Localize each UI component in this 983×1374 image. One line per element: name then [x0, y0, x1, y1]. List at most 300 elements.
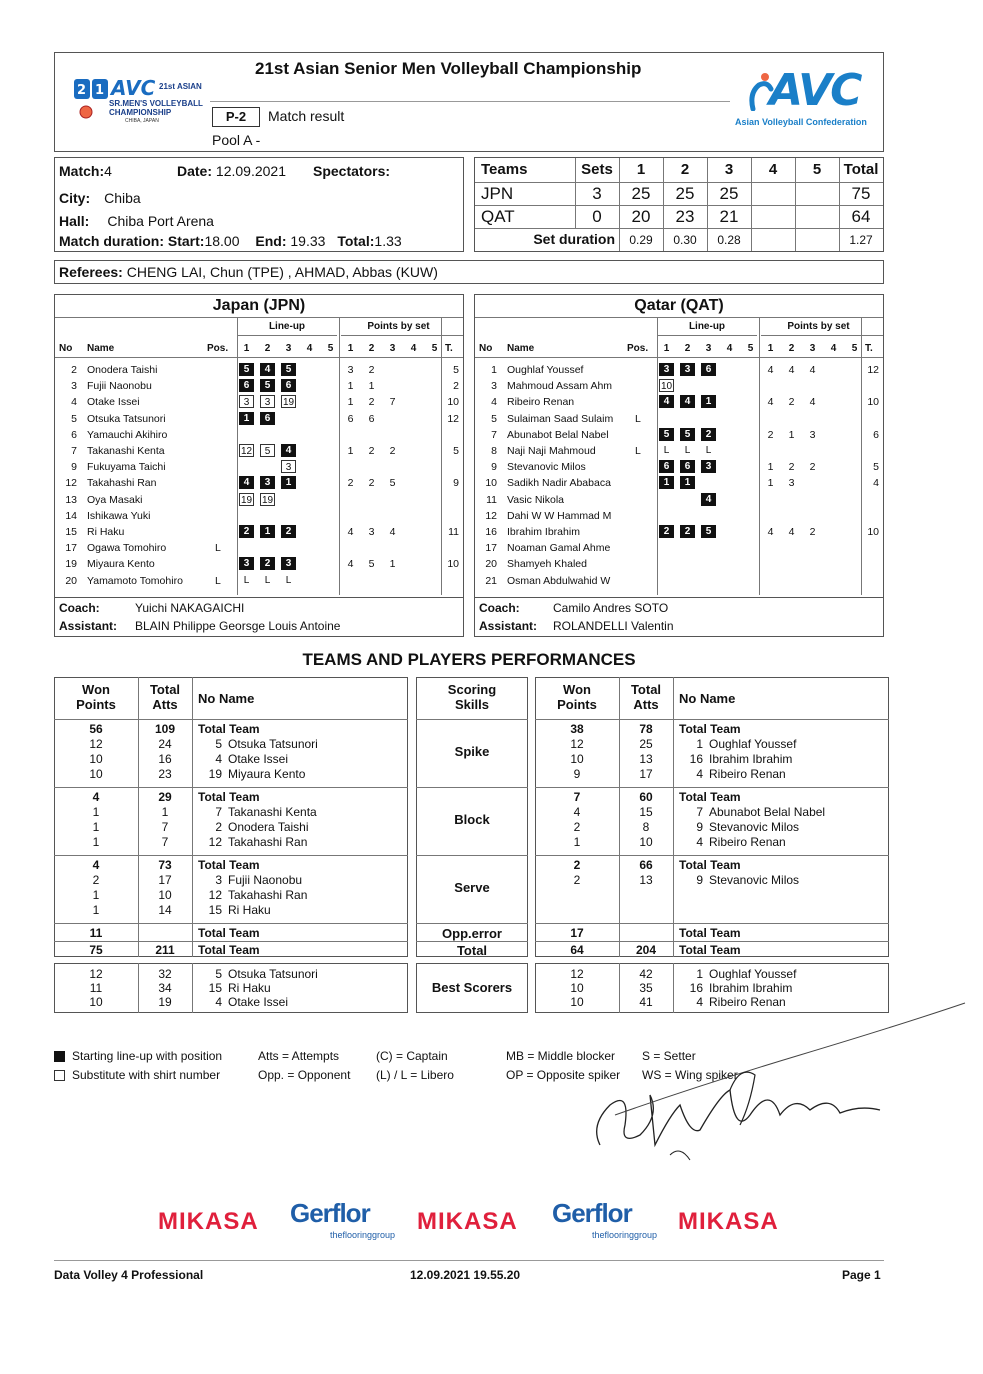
lineup-cell: 5	[260, 444, 275, 457]
footer-timestamp: 12.09.2021 19.55.20	[410, 1268, 521, 1282]
perf-atts: 211	[155, 943, 175, 957]
perf-won: 9	[573, 767, 581, 781]
qatar-coach-label: Coach:	[479, 601, 520, 615]
lineup-set-header: 3	[285, 343, 292, 354]
lineup-cell: 4	[680, 395, 695, 408]
lineup-cell: 19	[261, 494, 274, 506]
player-total: 12	[867, 364, 879, 376]
perf-won: 2	[92, 873, 100, 887]
perf-atts: 23	[158, 767, 172, 781]
legend-opp: Opp. = Opponent	[258, 1068, 351, 1082]
referee-signature	[580, 995, 980, 1165]
player-name: Abunabot Belal Nabel	[507, 428, 609, 441]
svg-text:1: 1	[95, 83, 105, 98]
player-total: 5	[873, 461, 879, 474]
lineup-set-header: 1	[663, 343, 670, 354]
player-no: 16	[485, 526, 497, 538]
col-atts-header: Atts	[152, 697, 178, 712]
perf-atts: 13	[639, 752, 653, 766]
sponsor-gerflor-1-sub: theflooringgroup	[330, 1230, 396, 1240]
end-time: 19.33	[290, 233, 326, 249]
duration-label: Match duration:	[59, 233, 164, 249]
page-title: 21st Asian Senior Men Volleyball Championship	[255, 59, 642, 78]
legend-op: OP = Opposite spiker	[506, 1068, 621, 1082]
legend-ws: WS = Wing spiker	[642, 1068, 738, 1082]
score-cell: 21	[719, 207, 739, 226]
lineup-set-header: 1	[243, 343, 250, 354]
col-total-header: T.	[445, 343, 453, 354]
legend-s: S = Setter	[642, 1049, 696, 1063]
player-name: Vasic Nikola	[507, 493, 564, 506]
perf-name: Otsuka Tatsunori	[228, 967, 318, 981]
japan-coach: Yuichi NAKAGAICHI	[135, 601, 245, 615]
score-header-6: 5	[812, 161, 822, 178]
logo-line4: CHIBA, JAPAN	[125, 118, 159, 124]
qatar-assistant-label: Assistant:	[479, 619, 538, 633]
lineup-cell: 3	[239, 395, 254, 408]
lineup-cell: 5	[260, 379, 275, 392]
lineup-cell: 4	[281, 444, 296, 457]
logo-line2: SR.MEN'S VOLLEYBALL	[109, 99, 203, 108]
perf-won: 4	[92, 790, 100, 804]
player-no: 7	[491, 428, 497, 441]
player-total: 10	[447, 558, 459, 571]
perf-won: 2	[573, 858, 581, 872]
lineup-cell: 3	[281, 460, 296, 473]
perf-shirt-no: 15	[208, 903, 222, 917]
perf-shirt-no: 7	[696, 805, 703, 819]
points-set-header: 2	[368, 343, 375, 354]
player-total: 10	[867, 526, 879, 538]
perf-atts: 17	[158, 873, 172, 887]
perf-shirt-no: 4	[696, 767, 703, 781]
perf-atts: 60	[639, 790, 653, 804]
lineup-cell: 2	[260, 557, 275, 570]
points-set-header: 4	[830, 343, 837, 354]
lineup-cell: 6	[281, 379, 296, 392]
points-cell: 1	[347, 396, 354, 409]
perf-shirt-no: 2	[215, 820, 222, 834]
perf-name: Total Team	[679, 943, 741, 957]
player-no: 12	[485, 509, 497, 522]
perf-hline	[416, 787, 528, 788]
perf-shirt-no: 5	[215, 737, 222, 751]
perf-won: 2	[573, 820, 581, 834]
points-cell: 4	[809, 396, 816, 409]
points-cell: 4	[788, 364, 795, 376]
score-cell: JPN	[481, 184, 514, 203]
perf-won: 12	[89, 737, 103, 751]
col-atts-header: Total	[630, 682, 662, 697]
player-total: 5	[453, 364, 459, 376]
japan-assistant: BLAIN Philippe Georsge Louis Antoine	[135, 619, 341, 633]
player-no: 17	[65, 542, 77, 555]
points-cell: 1	[347, 380, 354, 393]
perf-name: Ri Haku	[228, 981, 271, 995]
lineup-header: Line-up	[268, 321, 306, 332]
lineup-cell: 19	[240, 494, 253, 506]
pool: Pool A -	[212, 132, 261, 148]
perf-shirt-no: 5	[215, 967, 222, 981]
lineup-cell: 1	[281, 476, 296, 489]
perf-shirt-no: 1	[696, 737, 703, 751]
sponsor-mikasa-3: MIKASA	[678, 1208, 779, 1235]
points-set-header: 1	[347, 343, 354, 354]
perf-won: 17	[570, 926, 584, 940]
player-name: Ishikawa Yuki	[87, 509, 151, 522]
player-name: Ri Haku	[87, 526, 125, 538]
perf-shirt-no: 16	[689, 752, 703, 766]
perf-atts: 73	[158, 858, 172, 872]
perf-shirt-no: 4	[696, 995, 703, 1009]
lineup-cell: 6	[680, 460, 695, 473]
score-cell: QAT	[481, 207, 515, 226]
referees-names: CHENG LAI, Chun (TPE) , AHMAD, Abbas (KUW)	[126, 264, 438, 280]
perf-hline	[535, 719, 889, 720]
lineup-cell: 6	[701, 363, 716, 376]
col-name-header: No Name	[198, 691, 255, 706]
lineup-cell: 4	[260, 363, 275, 376]
perf-name: Ibrahim Ibrahim	[709, 981, 793, 995]
lineup-cell: 3	[680, 363, 695, 376]
score-cell: 23	[675, 207, 695, 226]
col-pos-header: Pos.	[627, 343, 649, 354]
perf-won: 1	[92, 805, 100, 819]
perf-title: TEAMS AND PLAYERS PERFORMANCES	[302, 650, 636, 669]
player-no: 3	[491, 380, 497, 393]
perf-atts: 29	[158, 790, 172, 804]
perf-atts: 24	[158, 737, 172, 751]
perf-name: Ri Haku	[228, 903, 271, 917]
perf-hline	[54, 855, 408, 856]
points-cell: 6	[347, 412, 354, 425]
player-name: Takahashi Ran	[87, 477, 157, 490]
player-no: 9	[491, 461, 497, 474]
perf-name: Total Team	[679, 722, 741, 736]
lineup-cell: 2	[239, 525, 254, 538]
player-name: Osman Abdulwahid W	[507, 574, 611, 587]
perf-name: Ibrahim Ibrahim	[709, 752, 793, 766]
doc-code: P-2	[212, 107, 260, 127]
points-cell: 2	[788, 461, 795, 474]
score-cell: 75	[851, 184, 871, 203]
score-cell: 25	[631, 184, 651, 203]
points-cell: 1	[788, 428, 795, 441]
player-name: Ibrahim Ibrahim	[507, 526, 580, 538]
set-duration-value: 1.27	[849, 233, 873, 247]
score-cell: 20	[631, 207, 651, 226]
sponsor-bar	[140, 1198, 860, 1248]
perf-won: 12	[89, 967, 103, 981]
perf-shirt-no: 1	[696, 967, 703, 981]
perf-shirt-no: 4	[215, 752, 222, 766]
sponsor-mikasa-2: MIKASA	[417, 1208, 518, 1235]
lineup-cell: 3	[701, 460, 716, 473]
lineup-cell: 2	[659, 525, 674, 538]
set-duration-label: Set duration	[533, 231, 615, 247]
best-scorers-label: Best Scorers	[431, 980, 513, 995]
hall-label: Hall:	[59, 213, 90, 229]
player-name: Dahi W W Hammad M	[507, 509, 612, 522]
legend-mb: MB = Middle blocker	[506, 1049, 616, 1063]
player-name: Onodera Taishi	[87, 364, 158, 376]
perf-atts: 1	[161, 805, 169, 819]
points-cell: 6	[368, 412, 375, 425]
perf-shirt-no: 4	[215, 995, 222, 1009]
lineup-cell: L	[684, 445, 691, 456]
player-name: Oughlaf Youssef	[507, 364, 584, 376]
perf-hline	[416, 923, 528, 924]
perf-shirt-no: 15	[208, 981, 222, 995]
perf-atts: 35	[639, 981, 653, 995]
points-cell: 1	[347, 445, 354, 457]
points-cell: 2	[809, 526, 816, 538]
player-total: 12	[447, 412, 459, 425]
lineup-cell: 4	[239, 476, 254, 489]
perf-atts: 109	[154, 722, 176, 736]
points-cell: 5	[389, 477, 396, 490]
perf-won: 11	[89, 926, 103, 940]
perf-atts: 14	[158, 903, 172, 917]
player-no: 1	[491, 364, 497, 376]
logo-line1: 21st ASIAN	[159, 82, 202, 91]
lineup-cell: L	[243, 574, 250, 586]
avc-mark: AVC	[769, 65, 861, 116]
lineup-set-header: 2	[684, 343, 691, 354]
points-set-header: 3	[389, 343, 396, 354]
perf-hline	[54, 923, 408, 924]
perf-name: Oughlaf Youssef	[709, 967, 797, 981]
perf-name: Otake Issei	[228, 995, 289, 1009]
lineup-cell: 5	[701, 525, 716, 538]
footer-rule	[54, 1260, 884, 1261]
lineup-cell: 3	[260, 476, 275, 489]
legend-captain: (C) = Captain	[376, 1049, 448, 1063]
col-name-header: No Name	[679, 691, 736, 706]
qatar-title: Qatar (QAT)	[634, 297, 724, 314]
lineup-cell: L	[663, 445, 670, 456]
score-header-4: 3	[724, 161, 734, 178]
total-label: Total:	[337, 233, 375, 249]
lineup-cell: 5	[680, 428, 695, 441]
col-atts-header: Total	[149, 682, 181, 697]
perf-atts: 15	[639, 805, 653, 819]
player-no: 8	[491, 445, 497, 457]
end-label: End:	[255, 233, 287, 249]
points-header: Points by set	[367, 321, 430, 332]
perf-name: Total Team	[198, 722, 260, 736]
skill-label: Block	[454, 812, 490, 827]
perf-hline	[54, 787, 408, 788]
legend-starting: Starting line-up with position	[72, 1049, 223, 1063]
points-cell: 3	[788, 477, 795, 490]
lineup-cell: 6	[239, 379, 254, 392]
points-set-header: 5	[431, 343, 438, 354]
player-no: 10	[485, 477, 497, 490]
player-total: 10	[447, 396, 459, 409]
perf-name: Onodera Taishi	[228, 820, 309, 834]
col-no-header: No	[59, 343, 73, 354]
qatar-assistant: ROLANDELLI Valentin	[553, 619, 674, 633]
perf-atts: 25	[639, 737, 653, 751]
points-header: Points by set	[787, 321, 850, 332]
player-name: Miyaura Kento	[87, 558, 155, 571]
perf-atts: 19	[158, 995, 172, 1009]
perf-won: 1	[92, 903, 100, 917]
perf-atts: 17	[639, 767, 653, 781]
player-pos: L	[635, 445, 641, 457]
points-set-header: 3	[809, 343, 816, 354]
player-no: 7	[71, 445, 77, 457]
score-header-5: 4	[768, 161, 778, 178]
hall: Chiba Port Arena	[107, 213, 214, 229]
lineup-header: Line-up	[688, 321, 726, 332]
player-name: Otsuka Tatsunori	[87, 412, 166, 425]
logo-line3: CHAMPIONSHIP	[109, 108, 172, 117]
player-total: 11	[448, 526, 459, 538]
player-no: 12	[65, 477, 77, 490]
player-no: 4	[491, 396, 497, 409]
footer-software: Data Volley 4 Professional	[54, 1268, 204, 1282]
perf-won: 1	[573, 835, 581, 849]
player-name: Fujii Naonobu	[87, 380, 152, 393]
player-name: Takanashi Kenta	[87, 445, 165, 457]
points-cell: 1	[389, 558, 396, 571]
points-cell: 2	[788, 396, 795, 409]
perf-won: 10	[570, 981, 584, 995]
city-label: City:	[59, 190, 91, 206]
sponsor-gerflor-2-sub: theflooringgroup	[592, 1230, 658, 1240]
perf-atts: 8	[642, 820, 650, 834]
col-won-header: Won	[82, 682, 110, 697]
sponsor-gerflor-1: Gerflor	[290, 1198, 370, 1228]
perf-atts: 66	[639, 858, 653, 872]
player-no: 20	[485, 558, 497, 571]
player-no: 11	[486, 493, 497, 506]
perf-won: 10	[89, 767, 103, 781]
col-skill-header: Skills	[455, 697, 489, 712]
points-cell: 4	[347, 526, 354, 538]
skill-opp-error: Opp.error	[442, 926, 502, 941]
perf-shirt-no: 12	[208, 835, 222, 849]
perf-atts: 10	[639, 835, 653, 849]
perf-name: Abunabot Belal Nabel	[709, 805, 826, 819]
perf-name: Total Team	[198, 926, 260, 940]
lineup-set-header: 4	[726, 343, 733, 354]
lineup-cell: 2	[680, 525, 695, 538]
perf-atts: 34	[158, 981, 172, 995]
referees-label: Referees:	[59, 264, 123, 280]
perf-name: Ribeiro Renan	[709, 835, 786, 849]
perf-atts: 13	[639, 873, 653, 887]
perf-won: 10	[570, 752, 584, 766]
points-cell: 4	[788, 526, 795, 538]
lineup-cell: 10	[660, 381, 673, 393]
lineup-cell: 19	[282, 397, 295, 409]
japan-title: Japan (JPN)	[212, 297, 306, 314]
player-no: 5	[71, 412, 77, 425]
player-name: Otake Issei	[87, 396, 140, 409]
points-cell: 2	[389, 445, 396, 457]
lineup-set-header: 2	[264, 343, 271, 354]
match-no: 4	[104, 163, 112, 179]
score-cell: 0	[592, 207, 602, 226]
points-cell: 1	[767, 461, 774, 474]
player-total: 5	[453, 445, 459, 457]
player-no: 2	[71, 364, 77, 376]
player-name: Fukuyama Taichi	[87, 461, 166, 474]
points-cell: 4	[767, 526, 774, 538]
logo-avc-small: AVC	[111, 76, 156, 100]
perf-shirt-no: 7	[215, 805, 222, 819]
perf-name: Stevanovic Milos	[709, 820, 800, 834]
perf-shirt-no: 16	[689, 981, 703, 995]
perf-won: 2	[573, 873, 581, 887]
perf-name: Takanashi Kenta	[228, 805, 317, 819]
perf-name: Stevanovic Milos	[709, 873, 800, 887]
avc-org-name: Asian Volleyball Confederation	[735, 117, 867, 127]
player-total: 9	[453, 477, 459, 490]
lineup-cell: 1	[239, 412, 254, 425]
match-label: Match:	[59, 163, 105, 179]
set-duration-value: 0.29	[629, 233, 653, 247]
match-date: 12.09.2021	[215, 163, 286, 179]
points-cell: 2	[368, 396, 375, 409]
lineup-cell: 4	[659, 395, 674, 408]
perf-won: 1	[92, 820, 100, 834]
perf-hline	[416, 719, 528, 720]
perf-shirt-no: 4	[696, 835, 703, 849]
lineup-cell: 1	[701, 395, 716, 408]
points-cell: 3	[347, 364, 354, 376]
set-duration-value: 0.28	[717, 233, 741, 247]
perf-hline	[535, 941, 889, 942]
perf-won: 10	[89, 995, 103, 1009]
perf-hline	[535, 923, 889, 924]
perf-hline	[416, 941, 528, 942]
points-cell: 4	[767, 396, 774, 409]
perf-name: Ribeiro Renan	[709, 995, 786, 1009]
sponsor-mikasa-1: MIKASA	[158, 1208, 259, 1235]
date-label: Date:	[177, 163, 213, 179]
lineup-cell: 3	[260, 395, 275, 408]
perf-name: Total Team	[198, 790, 260, 804]
col-won-header: Won	[563, 682, 591, 697]
perf-won: 75	[89, 943, 103, 957]
points-cell: 7	[389, 396, 396, 409]
points-cell: 2	[347, 477, 354, 490]
player-no: 4	[71, 396, 77, 409]
lineup-set-header: 4	[306, 343, 313, 354]
sponsor-gerflor-2: Gerflor	[552, 1198, 632, 1228]
player-name: Shamyeh Khaled	[507, 558, 587, 571]
svg-text:2: 2	[77, 83, 87, 98]
player-no: 14	[65, 509, 77, 522]
lineup-cell: 3	[239, 557, 254, 570]
lineup-cell: L	[264, 574, 271, 586]
score-header-0: Teams	[481, 161, 528, 178]
perf-atts: 78	[639, 722, 653, 736]
perf-name: Fujii Naonobu	[228, 873, 303, 887]
perf-won: 11	[89, 981, 103, 995]
perf-atts: 42	[639, 967, 653, 981]
player-no: 6	[71, 428, 77, 441]
points-cell: 2	[368, 477, 375, 490]
perf-hline	[54, 719, 408, 720]
legend-atts: Atts = Attempts	[258, 1049, 340, 1063]
lineup-cell: 5	[281, 363, 296, 376]
score-header-1: Sets	[581, 161, 613, 178]
